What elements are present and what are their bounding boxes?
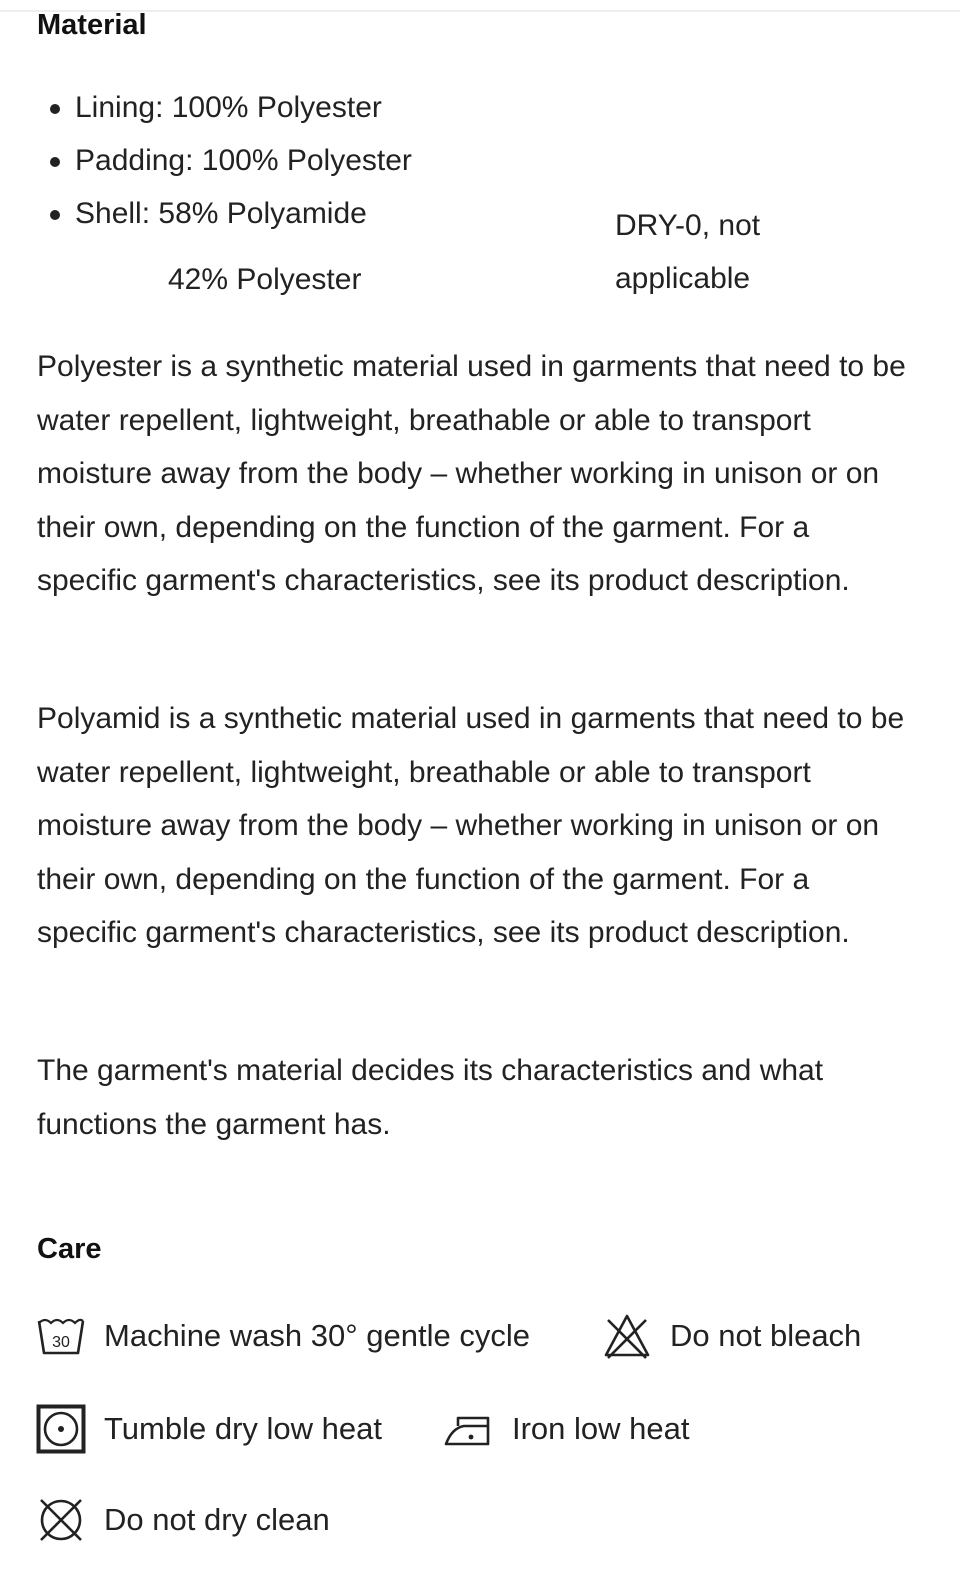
material-item-label: Lining: bbox=[75, 91, 164, 124]
bullet-dot bbox=[50, 210, 60, 220]
care-item-tumble-dry bbox=[36, 1403, 382, 1455]
care-item-bleach bbox=[602, 1310, 861, 1362]
care-label: Machine wash 30° gentle cycle bbox=[104, 1318, 530, 1353]
material-item-value: 58% Polyamide bbox=[158, 197, 367, 230]
material-item-label: Padding: bbox=[75, 144, 194, 177]
bullet-dot bbox=[50, 157, 60, 167]
do-not-bleach-icon bbox=[602, 1311, 652, 1361]
iron-low-heat-icon bbox=[444, 1404, 494, 1454]
care-label: Do not bleach bbox=[670, 1318, 862, 1353]
care-label: Tumble dry low heat bbox=[104, 1411, 382, 1446]
care-item-iron bbox=[444, 1403, 690, 1455]
material-item-value: 100% Polyester bbox=[171, 91, 382, 124]
care-item-dry-clean bbox=[36, 1494, 330, 1546]
bullet-dot bbox=[50, 104, 60, 114]
care-label: Do not dry clean bbox=[104, 1502, 330, 1537]
tumble-dry-low-icon bbox=[36, 1404, 86, 1454]
material-item-label: Shell: bbox=[75, 197, 151, 230]
care-item-machine-wash bbox=[36, 1310, 530, 1362]
polyester-description: Polyester is a synthetic material used in garments that need to be water repellent, lightweight, breathable or able to transport moisture away from the body – whether working in unison or on their own, depending on the function of the garment. For a specific garment's characteristics, see its product description. bbox=[37, 350, 906, 597]
do-not-dry-clean-icon bbox=[36, 1495, 86, 1545]
dry-rating: DRY-0, not applicable bbox=[615, 209, 761, 295]
material-item-value: 100% Polyester bbox=[201, 144, 412, 177]
material-summary: The garment's material decides its characteristics and what functions the garment has. bbox=[37, 1054, 824, 1141]
care-heading: Care bbox=[37, 1233, 102, 1265]
wash-temp-label: 30 bbox=[52, 1334, 70, 1351]
shell-second-line: 42% Polyester bbox=[168, 263, 362, 296]
care-label: Iron low heat bbox=[512, 1411, 690, 1446]
material-heading: Material bbox=[37, 9, 147, 41]
machine-wash-30-icon bbox=[36, 1311, 86, 1361]
polyamid-description: Polyamid is a synthetic material used in garments that need to be water repellent, lightweight, breathable or able to transport moisture away from the body – whether working in unison or on their own, depending on the function of the garment. For a specific garment's characteristics, see its product description. bbox=[37, 702, 905, 949]
